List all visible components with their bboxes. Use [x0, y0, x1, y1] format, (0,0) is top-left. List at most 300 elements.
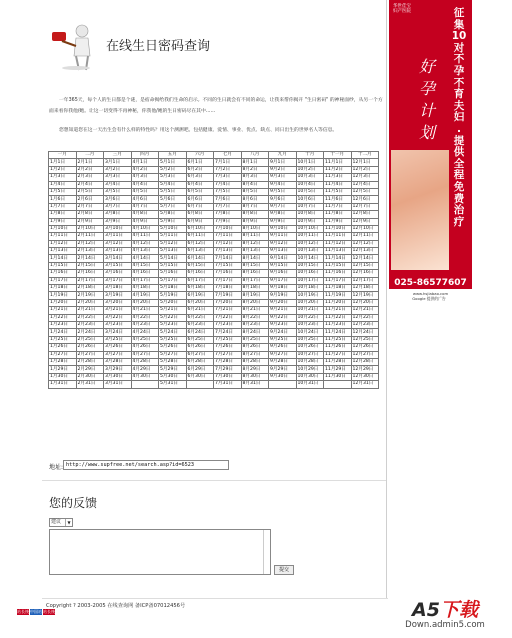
date-link[interactable]: 9月12日 [269, 240, 297, 247]
date-link[interactable]: 10月10日 [296, 225, 324, 232]
date-link[interactable]: 1月29日 [49, 366, 77, 373]
date-link[interactable]: 10月2日 [296, 166, 324, 173]
date-link[interactable]: 8月12日 [241, 240, 269, 247]
date-link[interactable]: 9月8日 [269, 211, 297, 218]
date-link[interactable]: 8月3日 [241, 174, 269, 181]
date-link[interactable]: 10月7日 [296, 203, 324, 210]
date-link[interactable]: 7月4日 [214, 181, 242, 188]
date-link[interactable]: 1月19日 [49, 292, 77, 299]
date-link[interactable]: 12月27日 [351, 351, 379, 358]
date-link[interactable]: 7月30日 [214, 373, 242, 380]
date-link[interactable]: 6月22日 [186, 314, 214, 321]
address-field[interactable]: http://www.supfree.net/search.asp?id=6523 [63, 460, 229, 470]
date-link[interactable]: 5月16日 [159, 270, 187, 277]
date-link[interactable]: 3月3日 [104, 174, 132, 181]
date-link[interactable]: 7月22日 [214, 314, 242, 321]
date-link[interactable]: 7月25日 [214, 336, 242, 343]
date-link[interactable]: 10月11日 [296, 233, 324, 240]
date-link[interactable]: 10月3日 [296, 174, 324, 181]
date-link[interactable]: 3月5日 [104, 188, 132, 195]
date-link[interactable]: 5月25日 [159, 336, 187, 343]
date-link[interactable]: 11月5日 [324, 188, 352, 195]
date-link[interactable]: 5月29日 [159, 366, 187, 373]
date-link[interactable]: 1月7日 [49, 203, 77, 210]
date-link[interactable]: 2月10日 [76, 225, 104, 232]
date-link[interactable]: 12月17日 [351, 277, 379, 284]
date-link[interactable]: 6月25日 [186, 336, 214, 343]
date-link[interactable]: 2月8日 [76, 211, 104, 218]
date-link[interactable]: 5月3日 [159, 174, 187, 181]
date-link[interactable]: 7月9日 [214, 218, 242, 225]
date-link[interactable]: 6月12日 [186, 240, 214, 247]
date-link[interactable]: 4月27日 [131, 351, 159, 358]
date-link[interactable]: 9月19日 [269, 292, 297, 299]
date-link[interactable]: 1月12日 [49, 240, 77, 247]
date-link[interactable]: 12月21日 [351, 307, 379, 314]
date-link[interactable]: 2月11日 [76, 233, 104, 240]
date-link[interactable]: 3月10日 [104, 225, 132, 232]
date-link[interactable]: 5月1日 [159, 159, 187, 166]
date-link[interactable]: 3月23日 [104, 321, 132, 328]
date-link[interactable]: 5月8日 [159, 211, 187, 218]
date-link[interactable]: 7月15日 [214, 262, 242, 269]
date-link[interactable]: 10月1日 [296, 159, 324, 166]
date-link[interactable]: 7月6日 [214, 196, 242, 203]
date-link[interactable]: 12月3日 [351, 174, 379, 181]
date-link[interactable]: 9月15日 [269, 262, 297, 269]
date-link[interactable]: 4月5日 [131, 188, 159, 195]
date-link[interactable]: 1月26日 [49, 344, 77, 351]
date-link[interactable]: 5月15日 [159, 262, 187, 269]
date-link[interactable]: 1月13日 [49, 248, 77, 255]
date-link[interactable]: 3月7日 [104, 203, 132, 210]
date-link[interactable]: 12月26日 [351, 344, 379, 351]
date-link[interactable]: 8月1日 [241, 159, 269, 166]
date-link[interactable]: 3月4日 [104, 181, 132, 188]
date-link[interactable]: 8月17日 [241, 277, 269, 284]
date-link[interactable]: 7月16日 [214, 270, 242, 277]
date-link[interactable]: 12月7日 [351, 203, 379, 210]
date-link[interactable]: 9月5日 [269, 188, 297, 195]
date-link[interactable]: 8月30日 [241, 373, 269, 380]
date-link[interactable]: 4月28日 [131, 358, 159, 365]
date-link[interactable]: 5月2日 [159, 166, 187, 173]
date-link[interactable]: 7月24日 [214, 329, 242, 336]
date-link[interactable]: 5月12日 [159, 240, 187, 247]
date-link[interactable]: 7月19日 [214, 292, 242, 299]
date-link[interactable]: 1月24日 [49, 329, 77, 336]
date-link[interactable]: 9月18日 [269, 285, 297, 292]
date-link[interactable]: 9月27日 [269, 351, 297, 358]
date-link[interactable]: 2月18日 [76, 285, 104, 292]
date-link[interactable]: 5月6日 [159, 196, 187, 203]
date-link[interactable]: 9月2日 [269, 166, 297, 173]
date-link[interactable]: 2月19日 [76, 292, 104, 299]
date-link[interactable]: 6月16日 [186, 270, 214, 277]
date-link[interactable]: 9月17日 [269, 277, 297, 284]
date-link[interactable]: 6月21日 [186, 307, 214, 314]
date-link[interactable]: 12月14日 [351, 255, 379, 262]
date-link[interactable]: 4月21日 [131, 307, 159, 314]
date-link[interactable]: 9月26日 [269, 344, 297, 351]
date-link[interactable]: 4月16日 [131, 270, 159, 277]
date-link[interactable]: 4月2日 [131, 166, 159, 173]
date-link[interactable]: 1月25日 [49, 336, 77, 343]
date-link[interactable]: 8月13日 [241, 248, 269, 255]
date-link[interactable]: 9月20日 [269, 299, 297, 306]
date-link[interactable]: 11月26日 [324, 344, 352, 351]
date-link[interactable]: 12月11日 [351, 233, 379, 240]
date-link[interactable]: 4月18日 [131, 285, 159, 292]
date-link[interactable]: 5月27日 [159, 351, 187, 358]
date-link[interactable]: 7月28日 [214, 358, 242, 365]
date-link[interactable]: 2月26日 [76, 344, 104, 351]
date-link[interactable]: 12月15日 [351, 262, 379, 269]
date-link[interactable]: 2月17日 [76, 277, 104, 284]
date-link[interactable]: 5月7日 [159, 203, 187, 210]
date-link[interactable]: 8月26日 [241, 344, 269, 351]
date-link[interactable]: 7月29日 [214, 366, 242, 373]
date-link[interactable]: 3月13日 [104, 248, 132, 255]
date-link[interactable]: 8月19日 [241, 292, 269, 299]
date-link[interactable]: 10月31日 [296, 381, 324, 388]
date-link[interactable]: 6月24日 [186, 329, 214, 336]
date-link[interactable]: 6月6日 [186, 196, 214, 203]
date-link[interactable]: 11月2日 [324, 166, 352, 173]
date-link[interactable]: 8月18日 [241, 285, 269, 292]
date-link[interactable]: 11月18日 [324, 285, 352, 292]
date-link[interactable]: 7月27日 [214, 351, 242, 358]
date-link[interactable]: 10月26日 [296, 344, 324, 351]
date-link[interactable]: 9月28日 [269, 358, 297, 365]
date-link[interactable]: 11月30日 [324, 373, 352, 380]
date-link[interactable]: 8月2日 [241, 166, 269, 173]
date-link[interactable]: 6月14日 [186, 255, 214, 262]
date-link[interactable]: 2月29日 [76, 366, 104, 373]
date-link[interactable]: 1月15日 [49, 262, 77, 269]
date-link[interactable]: 10月13日 [296, 248, 324, 255]
date-link[interactable]: 7月13日 [214, 248, 242, 255]
date-link[interactable]: 3月1日 [104, 159, 132, 166]
date-link[interactable]: 11月15日 [324, 262, 352, 269]
date-link[interactable]: 6月11日 [186, 233, 214, 240]
date-link[interactable]: 12月2日 [351, 166, 379, 173]
stats-badge-2[interactable]: 中国站长 [30, 609, 42, 620]
date-link[interactable]: 6月8日 [186, 211, 214, 218]
ad-url[interactable]: www.hsjiabao.com [412, 291, 449, 296]
date-link[interactable]: 2月14日 [76, 255, 104, 262]
date-link[interactable]: 11月14日 [324, 255, 352, 262]
date-link[interactable]: 9月16日 [269, 270, 297, 277]
date-link[interactable]: 10月21日 [296, 307, 324, 314]
date-link[interactable]: 2月2日 [76, 166, 104, 173]
date-link[interactable]: 3月19日 [104, 292, 132, 299]
date-link[interactable]: 8月9日 [241, 218, 269, 225]
date-link[interactable]: 2月27日 [76, 351, 104, 358]
date-link[interactable]: 12月10日 [351, 225, 379, 232]
date-link[interactable]: 6月7日 [186, 203, 214, 210]
date-link[interactable]: 10月5日 [296, 188, 324, 195]
date-link[interactable]: 8月16日 [241, 270, 269, 277]
date-link[interactable]: 5月9日 [159, 218, 187, 225]
date-link[interactable]: 6月18日 [186, 285, 214, 292]
date-link[interactable]: 12月23日 [351, 321, 379, 328]
stats-badge-3[interactable]: 站长统计 [43, 609, 55, 620]
date-link[interactable]: 11月9日 [324, 218, 352, 225]
date-link[interactable]: 8月25日 [241, 336, 269, 343]
date-link[interactable]: 2月6日 [76, 196, 104, 203]
submit-button[interactable]: 提交 [274, 565, 294, 575]
date-link[interactable]: 9月10日 [269, 225, 297, 232]
date-link[interactable]: 8月31日 [241, 381, 269, 388]
date-link[interactable]: 3月11日 [104, 233, 132, 240]
date-link[interactable]: 6月1日 [186, 159, 214, 166]
date-link[interactable]: 4月22日 [131, 314, 159, 321]
date-link[interactable]: 2月28日 [76, 358, 104, 365]
date-link[interactable]: 6月27日 [186, 351, 214, 358]
date-link[interactable]: 2月7日 [76, 203, 104, 210]
date-link[interactable]: 12月25日 [351, 336, 379, 343]
date-link[interactable]: 10月28日 [296, 358, 324, 365]
date-link[interactable]: 7月5日 [214, 188, 242, 195]
date-link[interactable]: 12月9日 [351, 218, 379, 225]
date-link[interactable]: 12月5日 [351, 188, 379, 195]
date-link[interactable]: 12月8日 [351, 211, 379, 218]
date-link[interactable]: 3月31日 [104, 381, 132, 388]
date-link[interactable]: 7月3日 [214, 174, 242, 181]
date-link[interactable]: 11月11日 [324, 233, 352, 240]
stats-badge-1[interactable]: 站长统计 [17, 609, 29, 620]
date-link[interactable]: 4月3日 [131, 174, 159, 181]
date-link[interactable]: 3月28日 [104, 358, 132, 365]
date-link[interactable]: 8月28日 [241, 358, 269, 365]
date-link[interactable]: 10月19日 [296, 292, 324, 299]
date-link[interactable]: 8月10日 [241, 225, 269, 232]
date-link[interactable]: 11月3日 [324, 174, 352, 181]
date-link[interactable]: 6月13日 [186, 248, 214, 255]
date-link[interactable]: 7月10日 [214, 225, 242, 232]
date-link[interactable]: 6月9日 [186, 218, 214, 225]
date-link[interactable]: 2月5日 [76, 188, 104, 195]
date-link[interactable]: 4月19日 [131, 292, 159, 299]
date-link[interactable]: 8月24日 [241, 329, 269, 336]
date-link[interactable]: 2月30日 [76, 373, 104, 380]
date-link[interactable]: 4月15日 [131, 262, 159, 269]
date-link[interactable]: 11月20日 [324, 299, 352, 306]
date-link[interactable]: 10月9日 [296, 218, 324, 225]
date-link[interactable]: 6月17日 [186, 277, 214, 284]
date-link[interactable]: 11月21日 [324, 307, 352, 314]
date-link[interactable]: 11月16日 [324, 270, 352, 277]
date-link[interactable]: 7月21日 [214, 307, 242, 314]
date-link[interactable]: 3月24日 [104, 329, 132, 336]
date-link[interactable]: 6月29日 [186, 366, 214, 373]
date-link[interactable]: 11月1日 [324, 159, 352, 166]
date-link[interactable]: 7月1日 [214, 159, 242, 166]
date-link[interactable]: 12月1日 [351, 159, 379, 166]
date-link[interactable]: 10月12日 [296, 240, 324, 247]
date-link[interactable]: 4月10日 [131, 225, 159, 232]
date-link[interactable]: 7月31日 [214, 381, 242, 388]
date-link[interactable]: 8月29日 [241, 366, 269, 373]
date-link[interactable]: 1月17日 [49, 277, 77, 284]
date-link[interactable]: 3月18日 [104, 285, 132, 292]
date-link[interactable]: 2月15日 [76, 262, 104, 269]
date-link[interactable]: 6月23日 [186, 321, 214, 328]
date-link[interactable]: 11月25日 [324, 336, 352, 343]
date-link[interactable]: 9月25日 [269, 336, 297, 343]
date-link[interactable]: 11月19日 [324, 292, 352, 299]
date-link[interactable]: 2月25日 [76, 336, 104, 343]
date-link[interactable]: 9月11日 [269, 233, 297, 240]
date-link[interactable]: 5月28日 [159, 358, 187, 365]
date-link[interactable]: 6月28日 [186, 358, 214, 365]
date-link[interactable]: 1月22日 [49, 314, 77, 321]
date-link[interactable]: 4月9日 [131, 218, 159, 225]
date-link[interactable]: 6月15日 [186, 262, 214, 269]
date-link[interactable]: 12月12日 [351, 240, 379, 247]
date-link[interactable]: 10月16日 [296, 270, 324, 277]
date-link[interactable]: 9月30日 [269, 373, 297, 380]
date-link[interactable]: 12月19日 [351, 292, 379, 299]
date-link[interactable]: 3月21日 [104, 307, 132, 314]
date-link[interactable]: 1月8日 [49, 211, 77, 218]
date-link[interactable]: 9月6日 [269, 196, 297, 203]
date-link[interactable]: 7月14日 [214, 255, 242, 262]
date-link[interactable]: 1月11日 [49, 233, 77, 240]
date-link[interactable]: 8月6日 [241, 196, 269, 203]
date-link[interactable]: 6月2日 [186, 166, 214, 173]
date-link[interactable]: 1月27日 [49, 351, 77, 358]
date-link[interactable]: 4月30日 [131, 373, 159, 380]
date-link[interactable]: 1月18日 [49, 285, 77, 292]
date-link[interactable]: 5月4日 [159, 181, 187, 188]
date-link[interactable]: 12月30日 [351, 373, 379, 380]
date-link[interactable]: 1月3日 [49, 174, 77, 181]
date-link[interactable]: 1月20日 [49, 299, 77, 306]
date-link[interactable]: 3月12日 [104, 240, 132, 247]
date-link[interactable]: 10月23日 [296, 321, 324, 328]
date-link[interactable]: 7月17日 [214, 277, 242, 284]
date-link[interactable]: 1月5日 [49, 188, 77, 195]
date-link[interactable]: 1月6日 [49, 196, 77, 203]
date-link[interactable]: 11月12日 [324, 240, 352, 247]
date-link[interactable]: 6月30日 [186, 373, 214, 380]
date-link[interactable]: 1月2日 [49, 166, 77, 173]
date-link[interactable]: 7月23日 [214, 321, 242, 328]
date-link[interactable]: 1月28日 [49, 358, 77, 365]
date-link[interactable]: 9月14日 [269, 255, 297, 262]
date-link[interactable]: 12月18日 [351, 285, 379, 292]
date-link[interactable]: 4月13日 [131, 248, 159, 255]
date-link[interactable]: 9月4日 [269, 181, 297, 188]
date-link[interactable]: 7月2日 [214, 166, 242, 173]
feedback-type-select[interactable] [49, 518, 73, 527]
date-link[interactable]: 4月12日 [131, 240, 159, 247]
date-link[interactable]: 8月23日 [241, 321, 269, 328]
date-link[interactable]: 5月5日 [159, 188, 187, 195]
date-link[interactable]: 12月31日 [351, 381, 379, 388]
date-link[interactable]: 3月22日 [104, 314, 132, 321]
date-link[interactable]: 8月27日 [241, 351, 269, 358]
date-link[interactable]: 1月9日 [49, 218, 77, 225]
date-link[interactable]: 8月22日 [241, 314, 269, 321]
date-link[interactable]: 4月8日 [131, 211, 159, 218]
date-link[interactable]: 2月22日 [76, 314, 104, 321]
date-link[interactable]: 12月22日 [351, 314, 379, 321]
date-link[interactable]: 4月26日 [131, 344, 159, 351]
date-link[interactable]: 5月30日 [159, 373, 187, 380]
date-link[interactable]: 4月4日 [131, 181, 159, 188]
date-link[interactable]: 4月29日 [131, 366, 159, 373]
date-link[interactable]: 2月16日 [76, 270, 104, 277]
date-link[interactable]: 3月25日 [104, 336, 132, 343]
date-link[interactable]: 2月31日 [76, 381, 104, 388]
date-link[interactable]: 11月7日 [324, 203, 352, 210]
date-link[interactable]: 4月1日 [131, 159, 159, 166]
date-link[interactable]: 9月1日 [269, 159, 297, 166]
date-link[interactable]: 4月17日 [131, 277, 159, 284]
date-link[interactable]: 11月24日 [324, 329, 352, 336]
date-link[interactable]: 5月14日 [159, 255, 187, 262]
feedback-textarea[interactable] [49, 529, 271, 575]
date-link[interactable]: 2月1日 [76, 159, 104, 166]
date-link[interactable]: 7月18日 [214, 285, 242, 292]
date-link[interactable]: 9月13日 [269, 248, 297, 255]
date-link[interactable]: 12月20日 [351, 299, 379, 306]
date-link[interactable]: 7月11日 [214, 233, 242, 240]
date-link[interactable]: 3月2日 [104, 166, 132, 173]
date-link[interactable]: 10月25日 [296, 336, 324, 343]
date-link[interactable]: 7月26日 [214, 344, 242, 351]
date-link[interactable]: 12月16日 [351, 270, 379, 277]
date-link[interactable]: 9月22日 [269, 314, 297, 321]
date-link[interactable]: 1月4日 [49, 181, 77, 188]
date-link[interactable]: 11月17日 [324, 277, 352, 284]
date-link[interactable]: 5月10日 [159, 225, 187, 232]
date-link[interactable]: 10月29日 [296, 366, 324, 373]
date-link[interactable]: 8月11日 [241, 233, 269, 240]
date-link[interactable]: 2月24日 [76, 329, 104, 336]
date-link[interactable]: 11月13日 [324, 248, 352, 255]
date-link[interactable]: 7月7日 [214, 203, 242, 210]
date-link[interactable]: 9月24日 [269, 329, 297, 336]
date-link[interactable]: 5月13日 [159, 248, 187, 255]
textarea-scrollbar[interactable] [263, 530, 270, 574]
date-link[interactable]: 3月15日 [104, 262, 132, 269]
date-link[interactable]: 1月23日 [49, 321, 77, 328]
date-link[interactable]: 8月20日 [241, 299, 269, 306]
date-link[interactable]: 10月18日 [296, 285, 324, 292]
date-link[interactable]: 12月24日 [351, 329, 379, 336]
date-link[interactable]: 3月16日 [104, 270, 132, 277]
date-link[interactable]: 10月6日 [296, 196, 324, 203]
date-link[interactable]: 7月12日 [214, 240, 242, 247]
date-link[interactable]: 9月9日 [269, 218, 297, 225]
date-link[interactable]: 10月20日 [296, 299, 324, 306]
date-link[interactable]: 11月29日 [324, 366, 352, 373]
date-link[interactable]: 4月23日 [131, 321, 159, 328]
date-link[interactable]: 6月10日 [186, 225, 214, 232]
date-link[interactable]: 7月8日 [214, 211, 242, 218]
date-link[interactable]: 5月31日 [159, 381, 187, 388]
date-link[interactable]: 9月3日 [269, 174, 297, 181]
date-link[interactable]: 5月23日 [159, 321, 187, 328]
date-link[interactable]: 3月6日 [104, 196, 132, 203]
date-link[interactable]: 2月12日 [76, 240, 104, 247]
date-link[interactable]: 5月20日 [159, 299, 187, 306]
date-link[interactable]: 10月14日 [296, 255, 324, 262]
